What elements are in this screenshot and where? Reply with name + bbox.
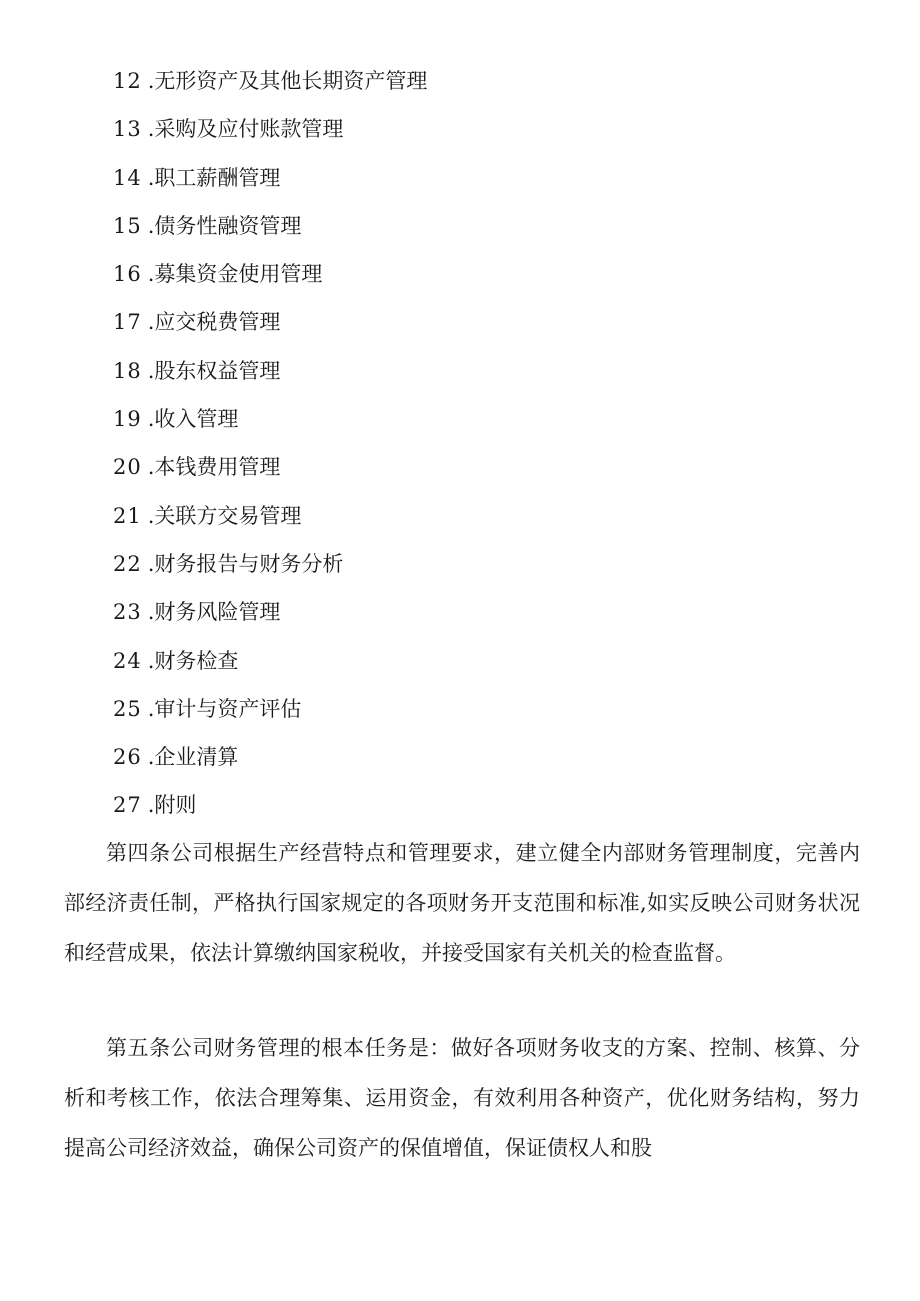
item-number: 27 — [113, 793, 142, 818]
list-item: 14 .职工薪酬管理 — [113, 159, 427, 207]
item-text: 财务风险管理 — [154, 600, 281, 625]
item-number: 26 — [113, 745, 142, 770]
list-item: 21 .关联方交易管理 — [113, 497, 427, 545]
list-item: 18 .股东权益管理 — [113, 352, 427, 400]
item-number: 13 — [113, 117, 142, 142]
item-text: 财务报告与财务分析 — [154, 551, 344, 576]
article-5-paragraph: 第五条公司财务管理的根本任务是：做好各项财务收支的方案、控制、核算、分析和考核工作，依法合理筹集、运用资金，有效利用各种资产，优化财务结构，努力提高公司经济效益，确保公司资产的保值增值，保证债权人和股 — [64, 1036, 860, 1160]
list-item: 25 .审计与资产评估 — [113, 690, 427, 738]
item-number: 22 — [113, 551, 142, 576]
item-number: 25 — [113, 696, 142, 721]
item-number: 20 — [113, 455, 142, 480]
chapter-list — [113, 62, 427, 835]
item-text: 债务性融资管理 — [154, 213, 302, 238]
list-item: 16 .募集资金使用管理 — [113, 255, 427, 303]
item-text: 无形资产及其他长期资产管理 — [154, 69, 428, 93]
article-4-paragraph: 第四条公司根据生产经营特点和管理要求，建立健全内部财务管理制度，完善内部经济责任制，严格执行国家规定的各项财务开支范围和标准,如实反映公司财务状况和经营成果，依法计算缴纳国家税收，并接受国家有关机关的检查监督。 — [64, 841, 860, 965]
list-item: 23 .财务风险管理 — [113, 593, 427, 641]
list-item: 24 .财务检查 — [113, 642, 427, 690]
item-number: 18 — [113, 358, 142, 383]
item-text: 本钱费用管理 — [154, 455, 281, 480]
list-item: 13 .采购及应付账款管理 — [113, 110, 427, 158]
item-text: 审计与资产评估 — [154, 696, 302, 721]
item-number: 17 — [113, 310, 142, 335]
list-item: 27 .附则 — [113, 786, 427, 834]
list-item: 12 .无形资产及其他长期资产管理 — [113, 62, 427, 110]
item-number: 15 — [113, 213, 142, 238]
list-item: 19 .收入管理 — [113, 400, 427, 448]
list-item: 22 .财务报告与财务分析 — [113, 545, 427, 593]
item-number: 14 — [113, 165, 142, 190]
item-text: 财务检查 — [154, 648, 239, 673]
item-text: 附则 — [154, 793, 197, 818]
item-number: 23 — [113, 600, 142, 625]
list-item: 26 .企业清算 — [113, 738, 427, 786]
item-number: 24 — [113, 648, 142, 673]
item-number: 16 — [113, 262, 142, 287]
list-item: 20 .本钱费用管理 — [113, 448, 427, 496]
list-item: 17 .应交税费管理 — [113, 303, 427, 351]
item-text: 应交税费管理 — [154, 310, 281, 335]
item-text: 募集资金使用管理 — [154, 262, 323, 287]
list-item: 15 .债务性融资管理 — [113, 207, 427, 255]
item-number: 12 — [113, 69, 142, 93]
item-text: 股东权益管理 — [154, 358, 281, 383]
item-number: 19 — [113, 407, 142, 432]
item-text: 职工薪酬管理 — [154, 165, 281, 190]
item-text: 关联方交易管理 — [154, 503, 302, 528]
item-text: 收入管理 — [154, 407, 239, 432]
item-number: 21 — [113, 503, 142, 528]
item-text: 企业清算 — [154, 745, 239, 770]
item-text: 采购及应付账款管理 — [154, 117, 344, 142]
